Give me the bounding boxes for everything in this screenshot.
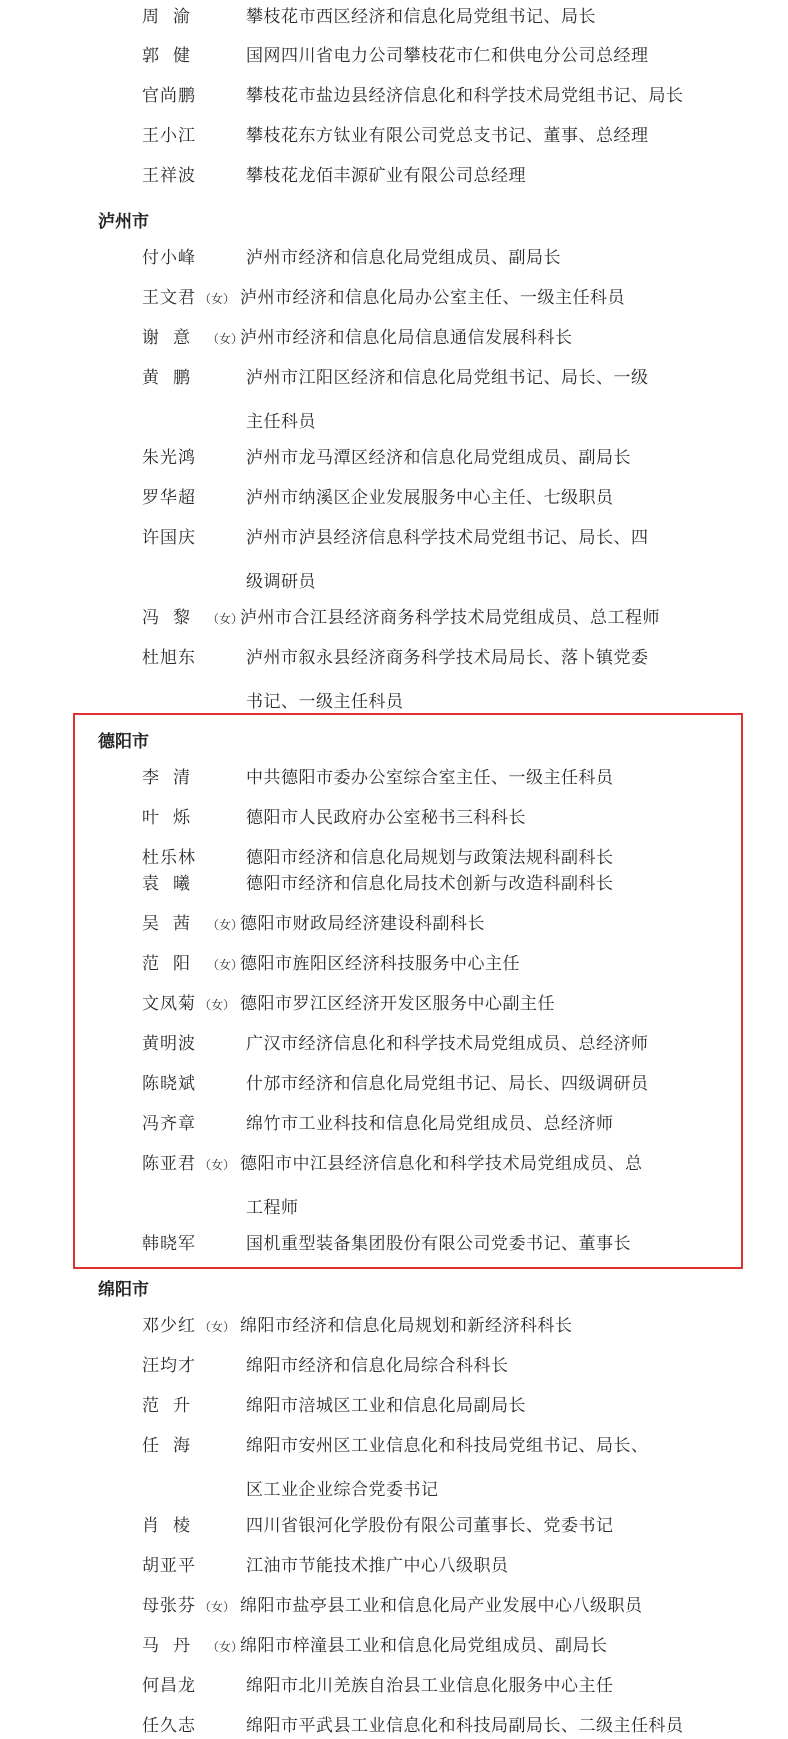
person-name xyxy=(142,1555,196,1577)
person-name-text: 付小峰 xyxy=(142,248,196,268)
position-title: 四川省银河化学股份有限公司董事长、党委书记 xyxy=(246,1516,614,1536)
person-name xyxy=(142,487,196,509)
person-name xyxy=(142,1355,196,1377)
roster-entry xyxy=(0,247,788,269)
roster-entry xyxy=(0,447,788,469)
person-name-text: 许国庆 xyxy=(142,528,196,548)
person-name-text: 官尚鹏 xyxy=(142,86,196,106)
gender-marker: （女） xyxy=(207,918,244,932)
person-name-text: 叶烁 xyxy=(142,808,204,828)
gender-marker: （女） xyxy=(199,1600,236,1614)
person-name xyxy=(142,1395,204,1417)
highlight-box-deyang xyxy=(73,713,743,1269)
position-title: 绵阳市北川羌族自治县工业信息化服务中心主任 xyxy=(246,1676,614,1696)
person-name-text: 冯黎 xyxy=(142,608,204,628)
position-title: 绵阳市经济和信息化局综合科科长 xyxy=(246,1356,509,1376)
roster-entry xyxy=(0,1555,788,1577)
position-title: 攀枝花市盐边县经济信息化和科学技术局党组书记、局长 xyxy=(246,86,684,106)
person-name xyxy=(142,447,196,469)
position-title: 泸州市龙马潭区经济和信息化局党组成员、副局长 xyxy=(246,448,631,468)
person-name-text: 罗华超 xyxy=(142,488,196,508)
person-name-text: 何昌龙 xyxy=(142,1676,196,1696)
roster-entry xyxy=(0,6,788,28)
person-name-text: 杜旭东 xyxy=(142,648,196,668)
position-title-continuation: 书记、一级主任科员 xyxy=(246,692,404,712)
person-name-text: 陈亚君 xyxy=(142,1154,196,1174)
position-title: 国机重型装备集团股份有限公司党委书记、董事长 xyxy=(246,1234,631,1254)
person-name-text: 杜乐林 xyxy=(142,848,196,868)
person-name-text: 冯齐章 xyxy=(142,1114,196,1134)
roster-entry xyxy=(0,85,788,107)
person-name xyxy=(142,1315,235,1338)
roster-entry xyxy=(0,287,788,309)
person-name xyxy=(142,247,196,269)
person-name xyxy=(142,367,204,389)
position-title: 德阳市中江县经济信息化和科学技术局党组成员、总 xyxy=(240,1154,643,1174)
person-name-text: 王祥波 xyxy=(142,166,196,186)
person-name-text: 文凤菊 xyxy=(142,994,196,1014)
position-title: 泸州市合江县经济商务科学技术局党组成员、总工程师 xyxy=(240,608,660,628)
person-name-text: 李清 xyxy=(142,768,204,788)
position-title: 德阳市人民政府办公室秘书三科科长 xyxy=(246,808,526,828)
position-title: 国网四川省电力公司攀枝花市仁和供电分公司总经理 xyxy=(246,46,649,66)
person-name-text: 王文君 xyxy=(142,288,196,308)
gender-marker: （女） xyxy=(199,1320,236,1334)
position-title: 德阳市财政局经济建设科副科长 xyxy=(240,914,485,934)
gender-marker: （女） xyxy=(207,612,244,626)
person-name-text: 谢意 xyxy=(142,328,204,348)
person-name-text: 任久志 xyxy=(142,1716,196,1736)
roster-entry xyxy=(0,647,788,669)
position-title: 广汉市经济信息化和科学技术局党组成员、总经济师 xyxy=(246,1034,649,1054)
position-title: 绵阳市经济和信息化局规划和新经济科科长 xyxy=(240,1316,573,1336)
roster-entry xyxy=(0,165,788,187)
roster-entry xyxy=(0,327,788,349)
gender-marker: （女） xyxy=(207,1640,244,1654)
person-name xyxy=(142,647,196,669)
gender-marker: （女） xyxy=(199,1158,236,1172)
roster-entry xyxy=(0,125,788,147)
section-heading-city: 泸州市 xyxy=(98,212,149,232)
gender-marker: （女） xyxy=(207,958,244,972)
person-name-text: 肖棱 xyxy=(142,1516,204,1536)
roster-entry xyxy=(0,1515,788,1537)
person-name-text: 王小江 xyxy=(142,126,196,146)
position-title-continuation: 级调研员 xyxy=(246,572,316,592)
person-name xyxy=(142,1675,196,1697)
person-name xyxy=(142,607,243,630)
person-name xyxy=(142,165,196,187)
person-name-text: 母张芬 xyxy=(142,1596,196,1616)
person-name xyxy=(142,287,235,310)
roster-entry xyxy=(0,1355,788,1377)
roster-entry xyxy=(0,487,788,509)
gender-marker: （女） xyxy=(199,292,236,306)
person-name-text: 范升 xyxy=(142,1396,204,1416)
person-name xyxy=(142,1635,243,1658)
position-title: 德阳市罗江区经济开发区服务中心副主任 xyxy=(240,994,555,1014)
roster-entry xyxy=(0,607,788,629)
position-title: 绵阳市盐亭县工业和信息化局产业发展中心八级职员 xyxy=(240,1596,643,1616)
position-title-continuation: 区工业企业综合党委书记 xyxy=(246,1480,439,1500)
person-name-text: 韩晓军 xyxy=(142,1234,196,1254)
gender-marker: （女） xyxy=(207,332,244,346)
position-title: 绵阳市梓潼县工业和信息化局党组成员、副局长 xyxy=(240,1636,608,1656)
person-name-text: 郭健 xyxy=(142,46,204,66)
person-name-text: 周渝 xyxy=(142,7,204,27)
person-name xyxy=(142,1715,196,1737)
section-heading-city: 德阳市 xyxy=(98,732,149,752)
person-name-text: 黄鹏 xyxy=(142,368,204,388)
person-name xyxy=(142,45,204,67)
roster-entry xyxy=(0,1715,788,1737)
position-title: 德阳市经济和信息化局技术创新与改造科副科长 xyxy=(246,874,614,894)
position-title: 德阳市旌阳区经济科技服务中心主任 xyxy=(240,954,520,974)
roster-entry xyxy=(0,1635,788,1657)
person-name xyxy=(142,1435,204,1457)
roster-entry xyxy=(0,1675,788,1697)
person-name-text: 朱光鸿 xyxy=(142,448,196,468)
position-title: 泸州市经济和信息化局信息通信发展科科长 xyxy=(240,328,573,348)
roster-entry xyxy=(0,527,788,549)
position-title: 泸州市叙永县经济商务科学技术局局长、落卜镇党委 xyxy=(246,648,649,668)
person-name xyxy=(142,327,243,350)
person-name-text: 马丹 xyxy=(142,1636,204,1656)
section-heading-city: 绵阳市 xyxy=(98,1280,149,1300)
position-title: 德阳市经济和信息化局规划与政策法规科副科长 xyxy=(246,848,614,868)
person-name-text: 胡亚平 xyxy=(142,1556,196,1576)
person-name-text: 袁曦 xyxy=(142,874,204,894)
gender-marker: （女） xyxy=(199,998,236,1012)
roster-entry xyxy=(0,367,788,389)
position-title: 泸州市纳溪区企业发展服务中心主任、七级职员 xyxy=(246,488,614,508)
position-title: 绵竹市工业科技和信息化局党组成员、总经济师 xyxy=(246,1114,614,1134)
position-title: 什邡市经济和信息化局党组书记、局长、四级调研员 xyxy=(246,1074,649,1094)
person-name-text: 范阳 xyxy=(142,954,204,974)
roster-entry xyxy=(0,1435,788,1457)
person-name-text: 邓少红 xyxy=(142,1316,196,1336)
position-title: 泸州市经济和信息化局办公室主任、一级主任科员 xyxy=(240,288,625,308)
roster-entry xyxy=(0,1395,788,1417)
position-title: 绵阳市涪城区工业和信息化局副局长 xyxy=(246,1396,526,1416)
position-title: 泸州市江阳区经济和信息化局党组书记、局长、一级 xyxy=(246,368,649,388)
person-name xyxy=(142,1515,204,1537)
person-name xyxy=(142,527,196,549)
position-title: 绵阳市安州区工业信息化和科技局党组书记、局长、 xyxy=(246,1436,649,1456)
person-name-text: 吴茜 xyxy=(142,914,204,934)
person-name xyxy=(142,125,196,147)
person-name xyxy=(142,6,204,28)
position-title: 中共德阳市委办公室综合室主任、一级主任科员 xyxy=(246,768,614,788)
person-name-text: 陈晓斌 xyxy=(142,1074,196,1094)
position-title: 泸州市泸县经济信息科学技术局党组书记、局长、四 xyxy=(246,528,649,548)
position-title: 江油市节能技术推广中心八级职员 xyxy=(246,1556,509,1576)
position-title: 攀枝花龙佰丰源矿业有限公司总经理 xyxy=(246,166,526,186)
position-title-continuation: 主任科员 xyxy=(246,412,316,432)
position-title: 泸州市经济和信息化局党组成员、副局长 xyxy=(246,248,561,268)
roster-entry xyxy=(0,1595,788,1617)
roster-entry xyxy=(0,45,788,67)
person-name-text: 黄明波 xyxy=(142,1034,196,1054)
roster-entry xyxy=(0,1315,788,1337)
person-name xyxy=(142,1595,235,1618)
person-name-text: 汪均才 xyxy=(142,1356,196,1376)
person-name xyxy=(142,85,196,107)
position-title: 绵阳市平武县工业信息化和科技局副局长、二级主任科员 xyxy=(246,1716,684,1736)
position-title-continuation: 工程师 xyxy=(246,1198,299,1218)
position-title: 攀枝花东方钛业有限公司党总支书记、董事、总经理 xyxy=(246,126,649,146)
person-name-text: 任海 xyxy=(142,1436,204,1456)
position-title: 攀枝花市西区经济和信息化局党组书记、局长 xyxy=(246,7,596,27)
